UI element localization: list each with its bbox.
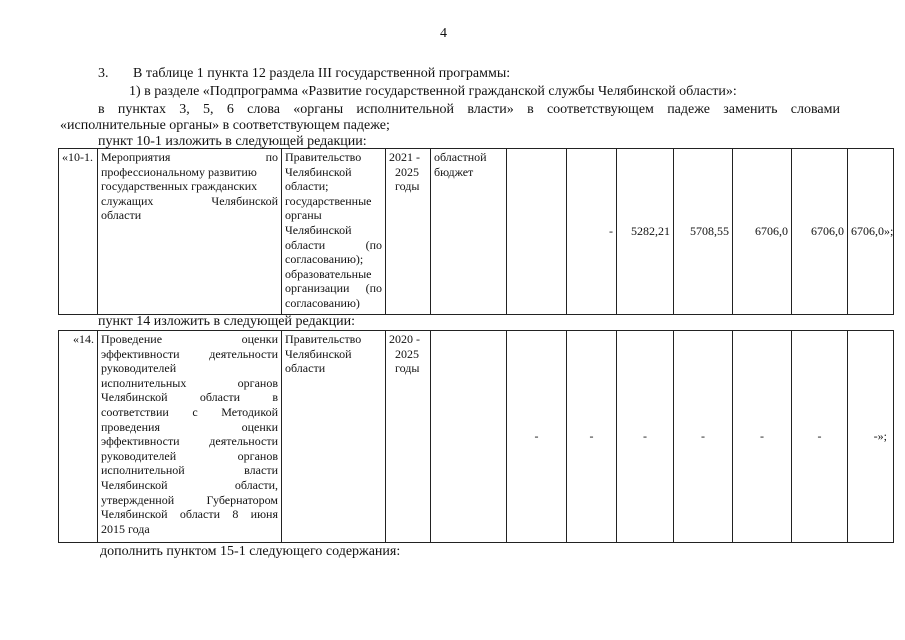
funding-source-line: областной <box>434 150 487 164</box>
measure-name-line: Проведение оценки <box>101 332 278 346</box>
value-cell: - <box>733 331 792 543</box>
years-line: 2021 - <box>389 150 420 164</box>
years-line: 2025 <box>395 346 419 361</box>
value-cell: 6706,0»; <box>848 149 894 315</box>
table-row-10-1 <box>58 148 894 315</box>
paragraph-subprogram: 1) в разделе «Подпрограмма «Развитие государственной гражданской службы Челябинской области»: <box>129 84 737 99</box>
measure-name-line: Челябинской области 8 июня <box>101 507 278 522</box>
measure-name-line: руководителей <box>101 361 177 376</box>
paragraph-replace-words-line2: «исполнительные органы» в соответствующем падеже; <box>60 118 390 133</box>
value-cell: 5282,21 <box>617 149 674 315</box>
measure-name-line: исполнительных органов <box>101 375 278 390</box>
value-cell: 6706,0 <box>733 149 792 315</box>
item-number: «10-1. <box>62 150 93 164</box>
executor-line: Правительство <box>285 150 362 164</box>
years-line: 2025 <box>395 164 419 179</box>
measure-name-line: области <box>101 208 142 223</box>
table-row-14 <box>58 330 894 543</box>
item-number-cell <box>59 331 98 543</box>
value-cell: - <box>567 149 617 315</box>
years-cell <box>386 149 431 315</box>
value-cell: - <box>792 331 848 543</box>
blank-cell <box>507 149 567 315</box>
years-line: годы <box>395 179 420 194</box>
executor-cell <box>282 149 386 315</box>
value-cell: -»; <box>848 331 894 543</box>
value-cell: - <box>674 331 733 543</box>
measure-name-line: Челябинской области, <box>101 477 278 492</box>
executor-line: Челябинской <box>285 164 352 179</box>
measure-name-line: Челябинской области в <box>101 390 278 405</box>
measure-name-line: 2015 года <box>101 521 150 536</box>
funding-source-cell <box>431 149 507 315</box>
years-cell <box>386 331 431 543</box>
executor-line: Правительство <box>285 332 362 346</box>
item-number-cell <box>59 149 98 315</box>
measure-name-line: эффективности деятельности <box>101 346 278 361</box>
measure-name-line: Мероприятия по <box>101 150 278 164</box>
executor-line: органы <box>285 208 322 223</box>
executor-line: согласованию) <box>285 295 360 310</box>
measure-name-line: проведения оценки <box>101 419 278 434</box>
item-number: «14. <box>73 332 94 346</box>
value-cell: 5708,55 <box>674 149 733 315</box>
paragraph-item-14-intro: пункт 14 изложить в следующей редакции: <box>98 314 355 329</box>
executor-line: Челябинской <box>285 346 352 361</box>
executor-cell <box>282 331 386 543</box>
executor-line: области; <box>285 179 329 194</box>
years-line: годы <box>395 361 420 376</box>
value-cell: - <box>617 331 674 543</box>
measure-name-cell <box>98 331 282 543</box>
value-cell: - <box>507 331 567 543</box>
measure-name-line: соответствии с Методикой <box>101 404 278 419</box>
funding-source-cell <box>431 331 507 543</box>
executor-line: образовательные <box>285 266 372 281</box>
executor-line: области (по <box>285 237 382 252</box>
measure-name-line: государственных гражданских <box>101 179 258 194</box>
executor-line: области <box>285 361 326 376</box>
years-line: 2020 - <box>389 332 420 346</box>
measure-name-line: утвержденной Губернатором <box>101 492 278 507</box>
executor-line: государственные <box>285 193 372 208</box>
value-cell: 6706,0 <box>792 149 848 315</box>
paragraph-replace-words-line1: в пунктах 3, 5, 6 слова «органы исполнительной власти» в соответствующем падеже заменить словами <box>98 102 840 117</box>
measure-name-line: служащих Челябинской <box>101 193 278 208</box>
measure-name-line: профессиональному развитию <box>101 164 257 179</box>
measure-name-cell <box>98 149 282 315</box>
executor-line: организации (по <box>285 281 382 296</box>
measure-name-line: исполнительной власти <box>101 463 278 478</box>
executor-line: согласованию); <box>285 252 364 267</box>
paragraph-item-10-1-intro: пункт 10-1 изложить в следующей редакции: <box>98 134 367 149</box>
value-cell: - <box>567 331 617 543</box>
measure-name-line: руководителей органов <box>101 448 278 463</box>
executor-line: Челябинской <box>285 222 352 237</box>
paragraph-item-15-1-intro: дополнить пунктом 15-1 следующего содержания: <box>100 544 401 559</box>
page-number: 4 <box>440 26 447 41</box>
paragraph-item-3: 3. В таблице 1 пункта 12 раздела III государственной программы: <box>98 66 511 81</box>
measure-name-line: эффективности деятельности <box>101 434 278 449</box>
funding-source-line: бюджет <box>434 164 474 179</box>
